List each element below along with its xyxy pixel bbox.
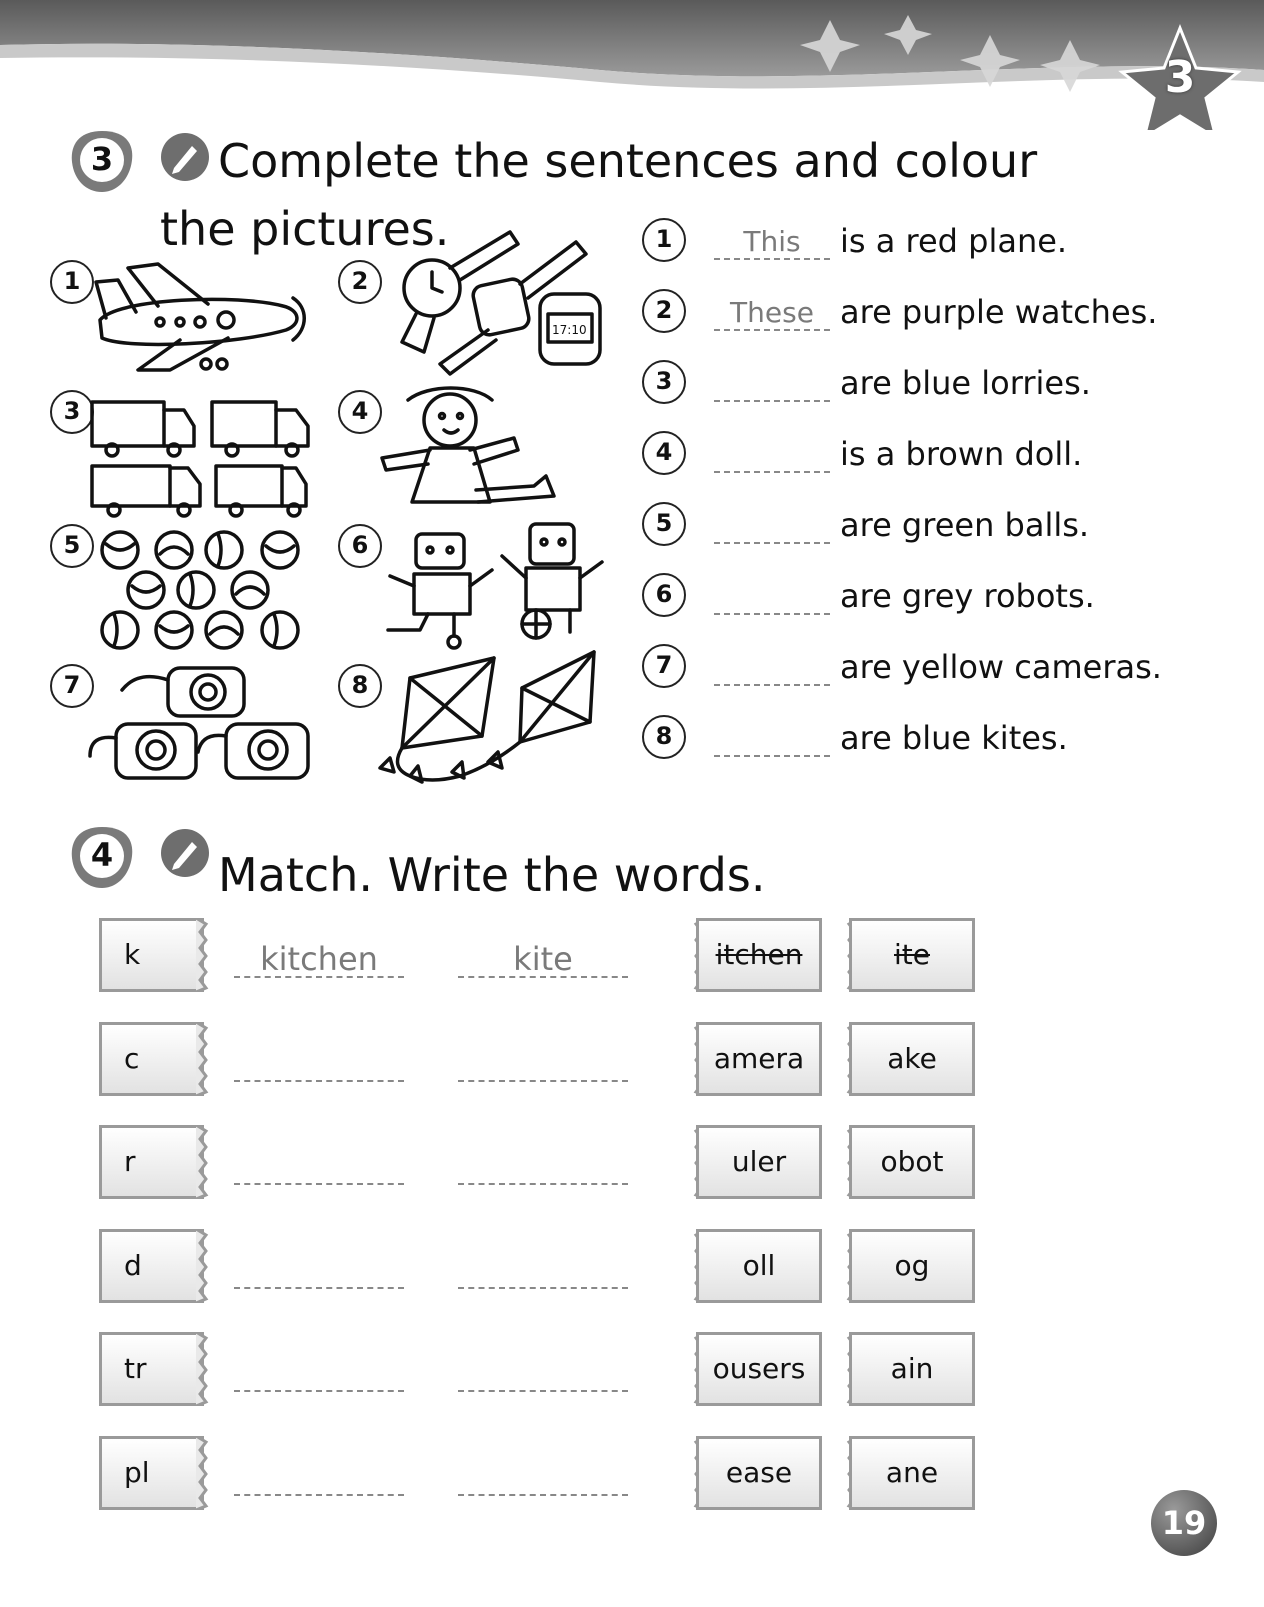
picture-label: 7 [50,664,94,708]
header-banner [0,0,1264,130]
sentence-row [642,642,1242,694]
plane-icon[interactable] [88,258,318,378]
sentence-text: is a red plane. [840,222,1068,260]
word-answer-blank-1[interactable] [234,1454,404,1496]
word-answer-blank-1[interactable]: kitchen [234,936,404,978]
sentence-answer-blank[interactable]: This [714,224,830,260]
sentence-text: are grey robots. [840,577,1095,615]
sentence-text: are yellow cameras. [840,648,1162,686]
sentence-text: are green balls. [840,506,1090,544]
balls-icon[interactable] [98,528,306,652]
picture-label: 2 [338,260,382,304]
picture-label: 4 [338,390,382,434]
sentence-number: 4 [642,431,686,475]
word-ending-card[interactable]: ease [696,1436,822,1510]
sentence-answer-blank[interactable] [714,579,830,615]
sentence-row [642,216,1242,268]
sentence-row [642,358,1242,410]
word-answer-blank-2[interactable] [458,1143,628,1185]
picture-label: 8 [338,664,382,708]
sentence-answer-blank[interactable] [714,366,830,402]
sentence-text: are blue kites. [840,719,1068,757]
exercise-3-badge [68,128,136,196]
word-start-card[interactable]: pl [99,1436,204,1510]
word-answer-blank-1[interactable] [234,1350,404,1392]
sentence-answer-blank[interactable] [714,508,830,544]
sentence-answer-blank[interactable] [714,650,830,686]
word-ending-card[interactable]: ake [849,1022,975,1096]
word-answer-blank-1[interactable] [234,1143,404,1185]
sentence-text: are blue lorries. [840,364,1091,402]
sentence-text: are purple watches. [840,293,1158,331]
cameras-icon[interactable] [86,660,322,786]
word-start-card[interactable]: tr [99,1332,204,1406]
lorries-icon[interactable] [88,396,318,522]
pencil-icon [160,132,210,182]
word-ending-card[interactable]: uler [696,1125,822,1199]
sentence-text: is a brown doll. [840,435,1083,473]
pencil-icon [160,828,210,878]
watches-icon[interactable] [380,222,618,382]
exercise-4-number: 4 [90,836,114,874]
sentence-number: 1 [642,218,686,262]
picture-label: 5 [50,524,94,568]
word-answer-blank-2[interactable] [458,1454,628,1496]
word-start-card[interactable]: c [99,1022,204,1096]
torn-edge-icon [196,1436,210,1510]
torn-edge-icon [196,1022,210,1096]
sentence-row [642,500,1242,552]
sentence-number: 7 [642,644,686,688]
sentence-row [642,287,1242,339]
word-answer-blank-2[interactable] [458,1040,628,1082]
picture-label: 1 [50,260,94,304]
sentence-number: 3 [642,360,686,404]
torn-edge-icon [196,918,210,992]
torn-edge-icon [196,1332,210,1406]
word-answer-blank-2[interactable]: kite [458,936,628,978]
word-ending-card[interactable]: obot [849,1125,975,1199]
robots-icon[interactable] [380,520,616,654]
word-ending-card[interactable]: amera [696,1022,822,1096]
word-start-card[interactable]: d [99,1229,204,1303]
word-ending-card[interactable]: ousers [696,1332,822,1406]
sentence-answer-blank[interactable] [714,721,830,757]
sentence-number: 8 [642,715,686,759]
kites-icon[interactable] [370,648,610,792]
word-ending-card[interactable]: og [849,1229,975,1303]
picture-label: 3 [50,390,94,434]
word-ending-card[interactable]: oll [696,1229,822,1303]
word-start-card[interactable]: k [99,918,204,992]
word-ending-card[interactable]: ane [849,1436,975,1510]
word-ending-card[interactable]: itchen [696,918,822,992]
word-answer-blank-2[interactable] [458,1350,628,1392]
sentence-row [642,713,1242,765]
exercise-3-title-line2: the pictures. [160,202,450,256]
exercise-4-badge [68,824,136,892]
sentence-answer-blank[interactable]: These [714,295,830,331]
sentence-number: 6 [642,573,686,617]
torn-edge-icon [196,1125,210,1199]
word-answer-blank-1[interactable] [234,1040,404,1082]
word-answer-blank-1[interactable] [234,1247,404,1289]
word-ending-card[interactable]: ain [849,1332,975,1406]
word-start-card[interactable]: r [99,1125,204,1199]
exercise-3-number: 3 [90,140,114,178]
sentence-row [642,571,1242,623]
sentence-number: 2 [642,289,686,333]
page-number: 19 [1151,1490,1217,1556]
sentence-answer-blank[interactable] [714,437,830,473]
torn-edge-icon [196,1229,210,1303]
svg-text:17:10: 17:10 [552,323,587,337]
word-answer-blank-2[interactable] [458,1247,628,1289]
unit-number: 3 [1164,52,1196,103]
sentence-row [642,429,1242,481]
exercise-4-title: Match. Write the words. [218,848,766,902]
word-ending-card[interactable]: ite [849,918,975,992]
sentence-number: 5 [642,502,686,546]
picture-label: 6 [338,524,382,568]
doll-icon[interactable] [378,380,578,520]
exercise-3-title-line1: Complete the sentences and colour [218,134,1038,188]
